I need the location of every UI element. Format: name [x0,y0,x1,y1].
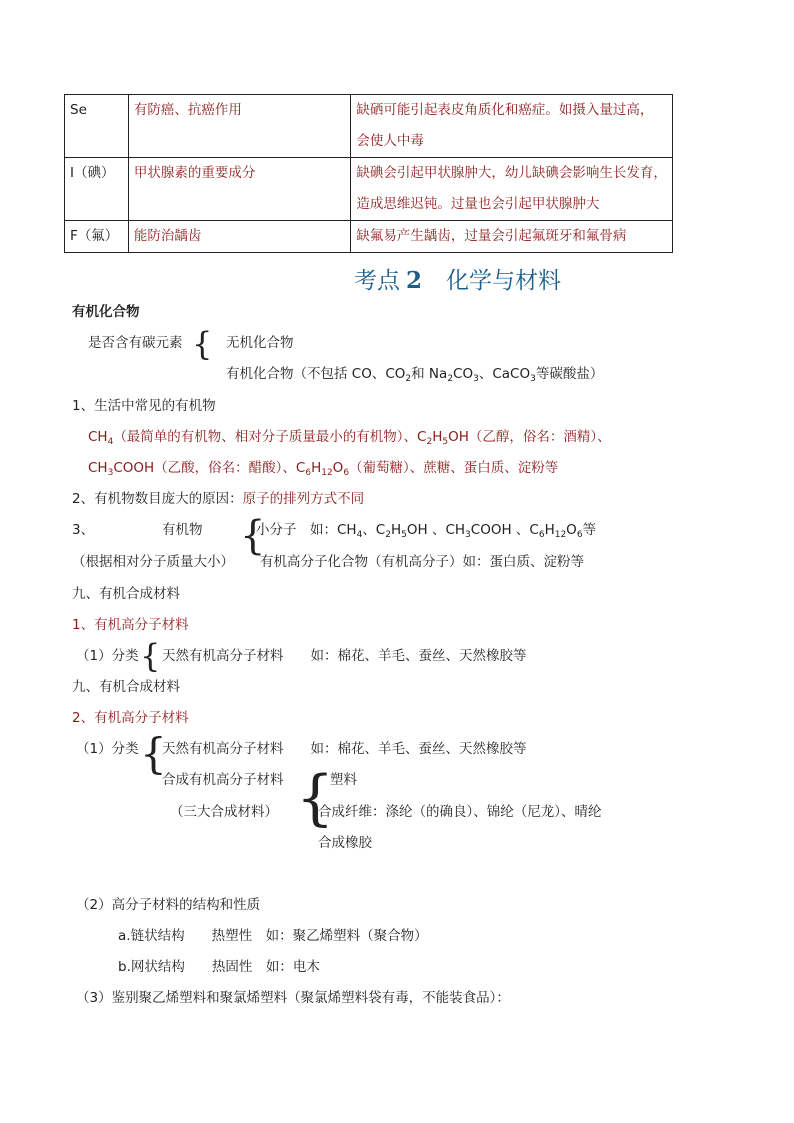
table-cell-effect: 缺碘会引起甲状腺肿大，幼儿缺碘会影响生长发育， 造成思维迟钝。过量也会引起甲状腺肿大 [351,158,673,221]
rubber-label: 合成橡胶 [318,835,372,851]
linear-structure-line: a.链状结构 热塑性 如：聚乙烯塑料（聚合物） [118,928,428,944]
common-organics-heading: 1、生活中常见的有机物 [72,398,216,414]
table-cell-function: 能防治龋齿 [128,221,350,253]
table-cell-effect: 缺硒可能引起表皮角质化和癌症。如摄入量过高， 会使人中毒 [351,95,673,158]
large-molecule-line: 有机高分子化合物（有机高分子）如：蛋白质、淀粉等 [260,554,584,570]
three-synthetic-label: （三大合成材料） [170,804,278,820]
synthetic-heading: 九、有机合成材料 [72,586,180,602]
synthetic-heading: 九、有机合成材料 [72,679,180,695]
table-cell-element: I（碘） [65,158,129,221]
natural-polymer-line: 天然有机高分子材料 如：棉花、羊毛、蚕丝、天然橡胶等 [162,648,527,664]
table-cell-function: 有防癌、抗癌作用 [128,95,350,158]
table-cell-effect: 缺氟易产生龋齿，过量会引起氟斑牙和氟骨病 [351,221,673,253]
fiber-line: 合成纤维：涤纶（的确良）、锦纶（尼龙）、晴纶 [318,804,602,820]
classify-num: 3、 [72,522,95,538]
brace-icon: { [140,637,161,675]
plastic-label: 塑料 [330,772,357,788]
brace-icon: { [240,513,266,559]
organic-heading: 有机化合物 [72,304,140,320]
table-cell-element: Se [65,95,129,158]
common-organics-line-2: $CH_3COOH$（乙酸，俗名：醋酸）、$C_6H_{12}O_6$（葡萄糖）、蔗糖、蛋白质、淀粉等 [88,460,559,478]
synthetic-subheading: 2、有机高分子材料 [72,710,189,726]
table-row [65,221,673,253]
synthetic-subheading: 1、有机高分子材料 [72,617,189,633]
table-cell-element: F（氟） [65,221,129,253]
organic-definition: 有机化合物（不包括 CO、$CO_2$和 $Na_2CO_3$、CaCO$_3$等碳酸盐） [226,366,604,384]
network-structure-line: b.网状结构 热固性 如：电木 [118,959,320,975]
brace-icon: { [296,763,335,833]
table-row [65,95,673,158]
small-molecule-line: 小分子 如：$CH_4$、$C_2H_5OH$ 、$CH_3COOH$ 、$C_6H_{12}O_6$等 [256,522,597,540]
trace-element-table [64,94,673,253]
brace-icon: { [192,325,213,363]
carbon-question: 是否含有碳元素 [88,335,183,351]
reason-line: 2、有机物数目庞大的原因：原子的排列方式不同 [72,491,365,507]
natural-polymer-line: 天然有机高分子材料 如：棉花、羊毛、蚕丝、天然橡胶等 [162,741,527,757]
section-title: 考点 2 化学与材料 [354,267,562,294]
identify-line: （3）鉴别聚乙烯塑料和聚氯烯塑料（聚氯烯塑料袋有毒，不能装食品）： [76,990,510,1006]
structure-heading: （2）高分子材料的结构和性质 [76,897,261,913]
synthetic-polymer-label: 合成有机高分子材料 [162,772,284,788]
inorganic-label: 无机化合物 [226,335,294,351]
brace-icon: { [140,729,167,778]
table-cell-function: 甲状腺素的重要成分 [128,158,350,221]
common-organics-line-1: $CH_4$（最简单的有机物、相对分子质量最小的有机物）、$C_2H_5OH$（乙醇，俗名：酒精）、 [88,429,611,447]
classify-label: 有机物 [162,522,203,538]
classify-note: （根据相对分子质量大小） [72,554,234,570]
table-row [65,158,673,221]
classification-label: （1）分类 [76,648,139,664]
classification-label: （1）分类 [76,741,139,757]
